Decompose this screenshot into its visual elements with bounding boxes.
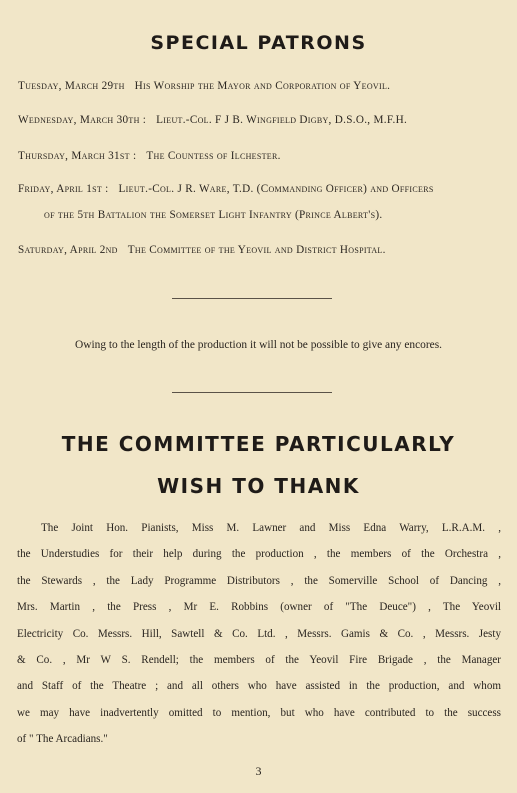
- thanks-line: of " The Arcadians.": [17, 733, 108, 746]
- thanks-line: we may have inadvertently omitted to mention, but who have contributed to the success: [17, 706, 501, 719]
- patron-date: Friday, April 1st :: [18, 183, 109, 195]
- thanks-heading-line2: WISH TO THANK: [157, 474, 360, 498]
- thanks-line: The Joint Hon. Pianists, Miss M. Lawner and Miss Edna Warry, L.R.A.M. ,: [41, 522, 501, 534]
- patron-text: The Countess of Ilchester.: [146, 150, 281, 162]
- patron-date: Tuesday, March 29th: [18, 80, 125, 92]
- thanks-heading-line1: THE COMMITTEE PARTICULARLY: [61, 432, 456, 456]
- patron-entry: [18, 237, 503, 263]
- patron-text: His Worship the Mayor and Corporation of Yeovil.: [134, 80, 391, 92]
- patron-entry: [18, 176, 503, 202]
- patron-entry: [18, 73, 503, 99]
- thanks-line: the Understudies for their help during the production , the members of the Orchestra ,: [17, 548, 501, 561]
- patron-date: Saturday, April 2nd: [18, 244, 118, 256]
- thanks-paragraph: [17, 515, 501, 753]
- thanks-line: Electricity Co. Messrs. Hill, Sawtell & Co. Ltd. , Messrs. Gamis & Co. , Messrs. Jesty: [17, 627, 501, 640]
- patron-entry: [18, 107, 503, 133]
- patron-text: Lieut.-Col. F J B. Wingfield Digby, D.S.O., M.F.H.: [156, 114, 408, 126]
- patron-date: Wednesday, March 30th :: [18, 114, 147, 126]
- special-patrons-heading: SPECIAL PATRONS: [150, 32, 367, 54]
- patron-text: of the 5th Battalion the Somerset Light Infantry (Prince Albert's).: [44, 209, 383, 221]
- divider-rule: [172, 298, 332, 299]
- thanks-line: Mrs. Martin , the Press , Mr E. Robbins (owner of "The Deuce") , The Yeovil: [17, 601, 501, 614]
- thanks-line: and Staff of the Theatre ; and all others who have assisted in the production, and whom: [17, 680, 501, 693]
- thanks-line: & Co. , Mr W S. Rendell; the members of the Yeovil Fire Brigade , the Manager: [17, 654, 501, 667]
- page-number: 3: [255, 764, 262, 778]
- divider-rule: [172, 392, 332, 393]
- patron-entry-continued: [44, 202, 504, 228]
- patron-text: Lieut.-Col. J R. Ware, T.D. (Commanding Officer) and Officers: [118, 183, 434, 195]
- patron-text: The Committee of the Yeovil and District Hospital.: [127, 244, 386, 256]
- patron-date: Thursday, March 31st :: [18, 150, 137, 162]
- patron-entry: [18, 143, 503, 169]
- encores-note: Owing to the length of the production it will not be possible to give any encores.: [75, 339, 442, 351]
- thanks-line: the Stewards , the Lady Programme Distributors , the Somerville School of Dancing ,: [17, 574, 501, 587]
